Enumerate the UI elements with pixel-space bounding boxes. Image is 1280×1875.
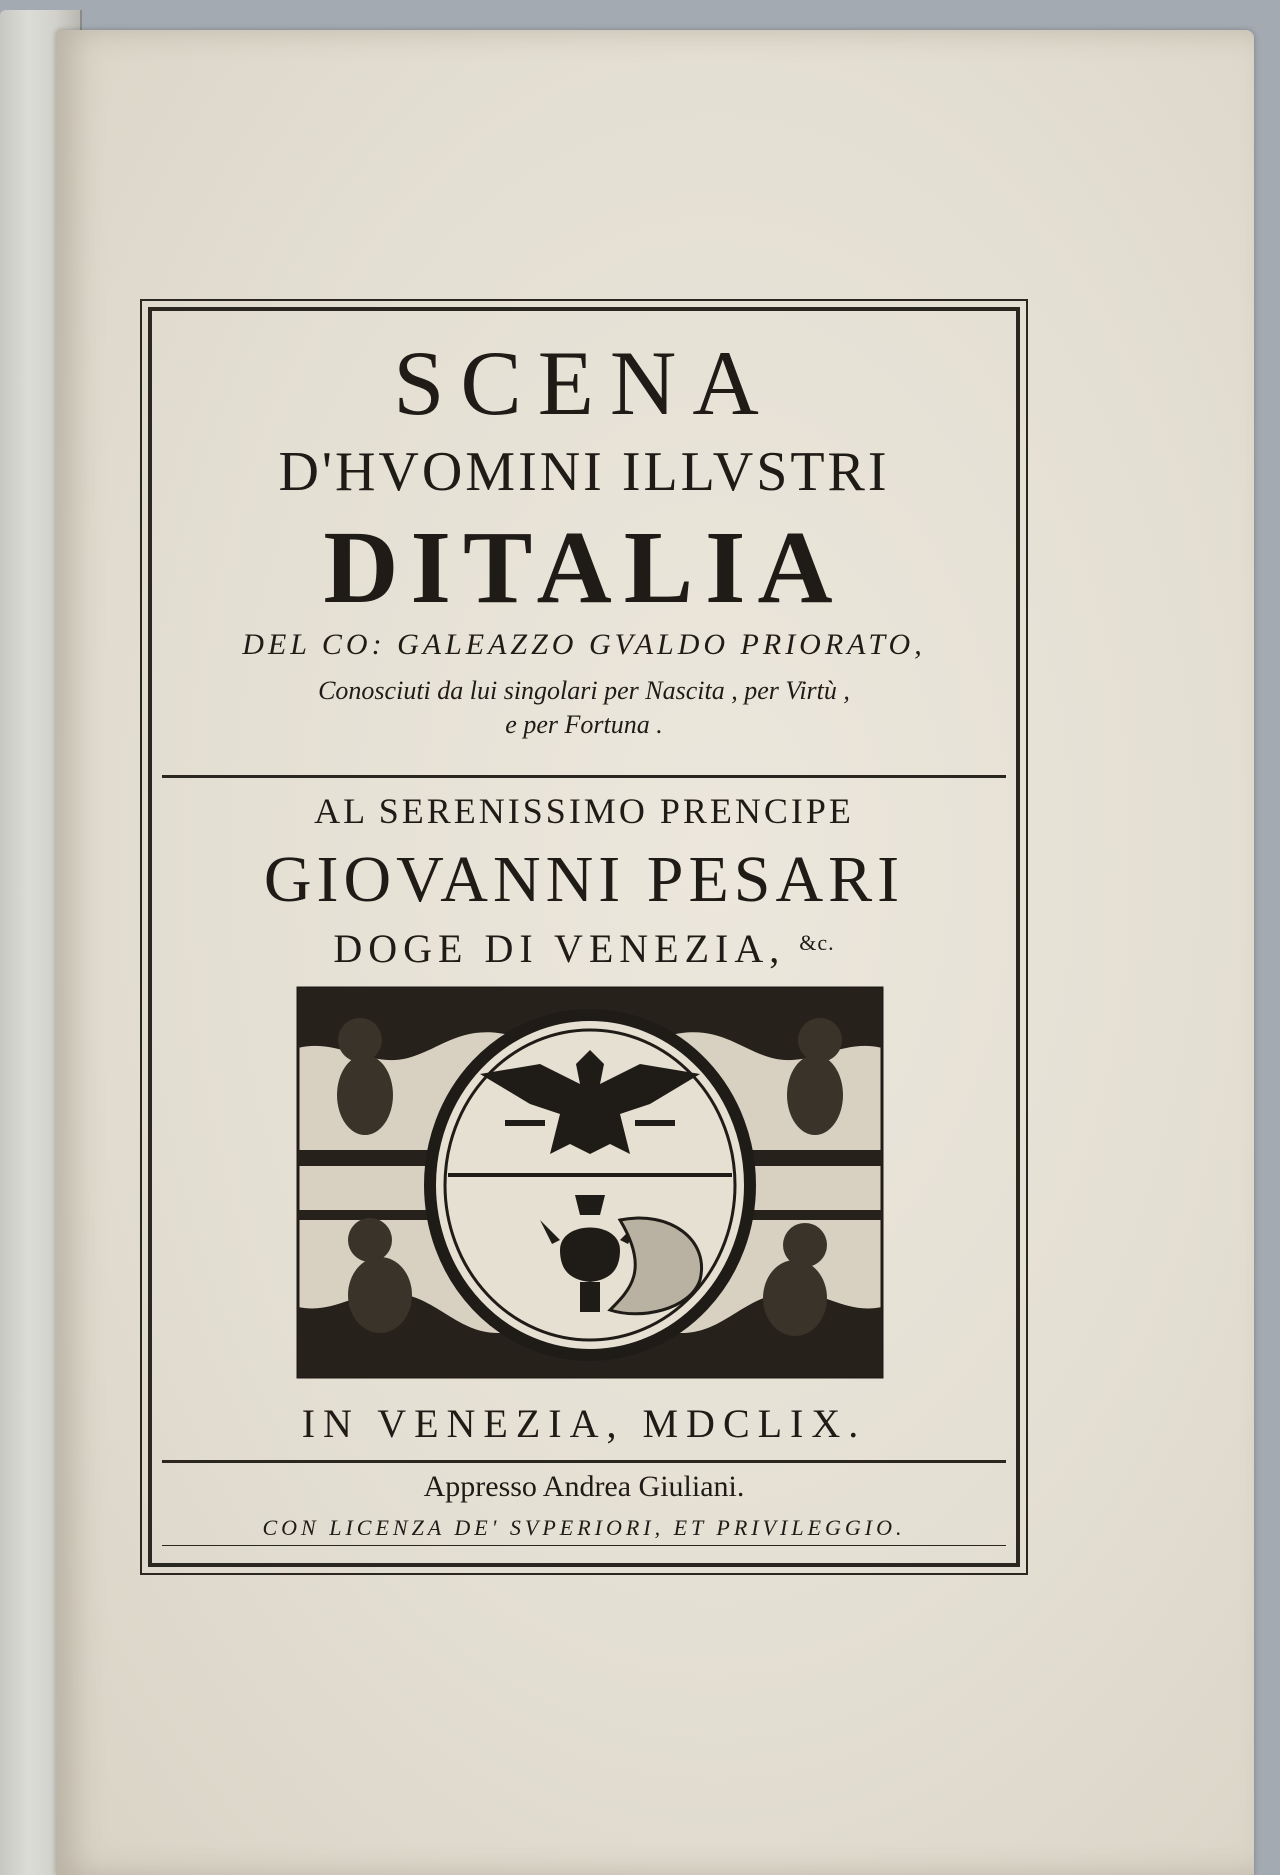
license-underline xyxy=(162,1545,1006,1546)
divider-rule xyxy=(162,775,1006,778)
dedicatee-title-text: DOGE DI VENEZIA, xyxy=(333,926,786,971)
author-line: DEL CO: GALEAZZO GVALDO PRIORATO, xyxy=(242,628,926,661)
title-scena: SCENA xyxy=(393,332,775,434)
printer-line: Appresso Andrea Giuliani. xyxy=(423,1470,745,1503)
title-ditalia: DITALIA xyxy=(323,510,845,625)
subtitle-line-2: e per Fortuna . xyxy=(505,710,663,739)
subtitle-line-1: Conosciuti da lui singolari per Nascita , per Virtù , xyxy=(318,676,850,705)
dedicatee-etc: &c. xyxy=(799,930,835,955)
title-huomini-illustri: D'HVOMINI ILLVSTRI xyxy=(278,441,890,503)
license-line: CON LICENZA DE' SVPERIORI, ET PRIVILEGGIO. xyxy=(262,1515,906,1540)
woodcut-coat-of-arms-icon xyxy=(290,980,890,1385)
dedication-line: AL SERENISSIMO PRENCIPE xyxy=(314,791,854,831)
dedicatee-name: GIOVANNI PESARI xyxy=(263,843,905,916)
dedicatee-title xyxy=(148,925,1020,972)
imprint-line: IN VENEZIA, MDCLIX. xyxy=(301,1401,867,1446)
divider-rule-lower xyxy=(162,1460,1006,1463)
